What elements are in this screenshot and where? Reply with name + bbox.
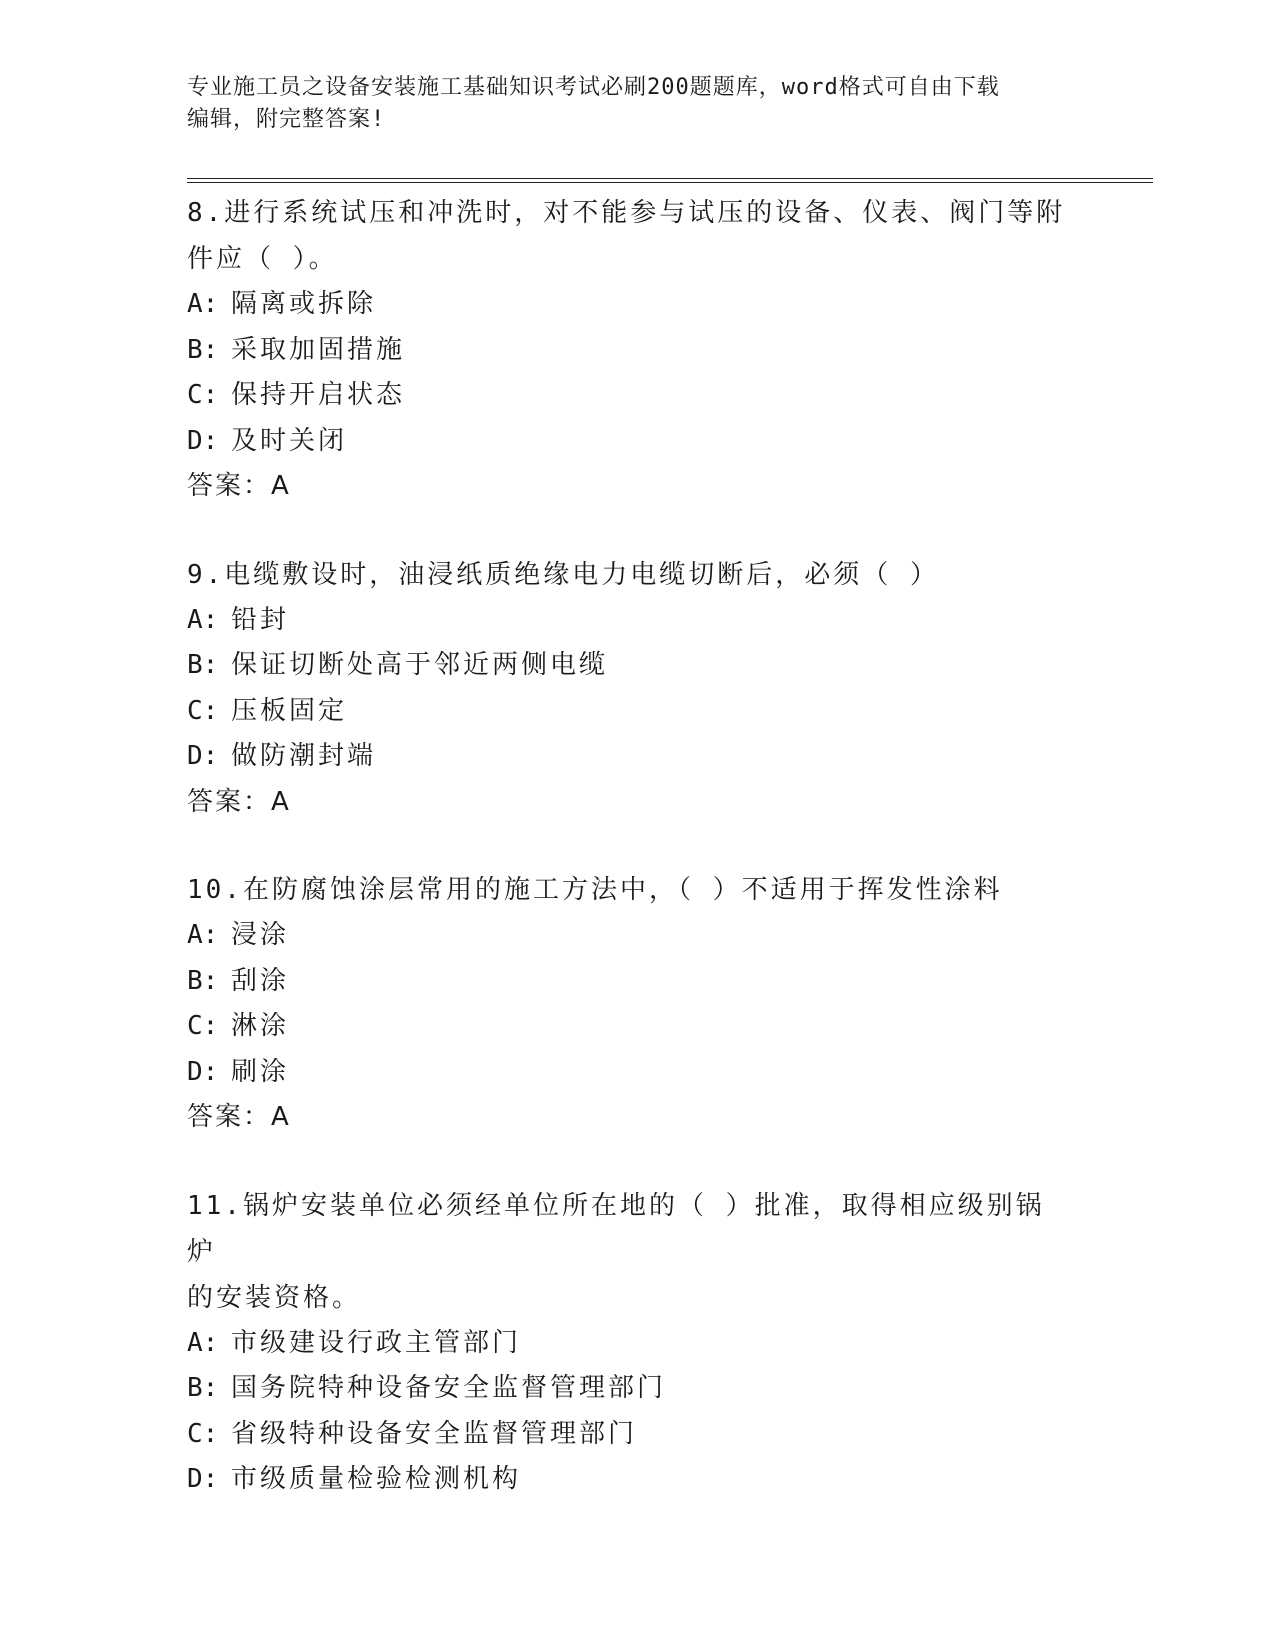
question-11 (187, 1183, 1067, 1503)
option-a (187, 913, 1067, 959)
option-letter: A: (187, 289, 219, 319)
header-line-2: 编辑，附完整答案! (187, 107, 386, 132)
option-d (187, 1457, 1067, 1503)
document-header (187, 72, 1067, 136)
option-text: 铅封 (231, 604, 290, 635)
option-b (187, 1366, 1067, 1412)
option-c (187, 689, 1067, 735)
option-d (187, 1050, 1067, 1096)
option-letter: C: (187, 1418, 219, 1449)
option-text: 隔离或拆除 (231, 289, 377, 319)
option-letter: D: (187, 1056, 219, 1087)
question-text: 10.在防腐蚀涂层常用的施工方法中，（ ）不适用于挥发性涂料 (187, 875, 1003, 905)
option-c (187, 373, 1067, 419)
option-letter: A: (187, 604, 219, 635)
option-text: 省级特种设备安全监督管理部门 (231, 1418, 638, 1449)
option-text: 及时关闭 (231, 425, 348, 456)
option-text: 保证切断处高于邻近两侧电缆 (231, 650, 609, 680)
header-line-1: 专业施工员之设备安装施工基础知识考试必刷200题题库，word格式可自由下载 (187, 75, 1000, 100)
option-a (187, 598, 1067, 644)
option-a (187, 1321, 1067, 1367)
option-letter: A: (187, 1327, 219, 1358)
question-8 (187, 190, 1067, 510)
option-letter: C: (187, 380, 219, 410)
option-d (187, 419, 1067, 465)
question-list (187, 190, 1067, 1545)
option-letter: D: (187, 1464, 219, 1494)
option-b (187, 643, 1067, 689)
answer-line: 答案：A (187, 471, 291, 501)
question-10 (187, 867, 1067, 1141)
answer-line: 答案：A (187, 786, 291, 817)
option-letter: B: (187, 1373, 219, 1403)
option-text: 刷涂 (231, 1056, 290, 1087)
option-letter: A: (187, 920, 219, 950)
option-a (187, 282, 1067, 328)
option-text: 浸涂 (231, 920, 290, 950)
option-text: 市级质量检验检测机构 (231, 1464, 522, 1494)
option-letter: B: (187, 334, 219, 365)
question-text: 9.电缆敷设时，油浸纸质绝缘电力电缆切断后，必须（ ） (187, 559, 939, 590)
option-c (187, 1004, 1067, 1050)
option-text: 淋涂 (231, 1011, 290, 1041)
option-text: 国务院特种设备安全监督管理部门 (231, 1373, 667, 1403)
option-letter: D: (187, 425, 219, 456)
question-text-continued: 的安装资格。 (187, 1282, 362, 1313)
header-divider-bottom (187, 182, 1153, 183)
option-text: 压板固定 (231, 695, 348, 726)
question-text-continued: 件应（ ）。 (187, 244, 338, 274)
option-text: 市级建设行政主管部门 (231, 1327, 522, 1358)
answer-line: 答案：A (187, 1102, 291, 1132)
option-letter: C: (187, 1011, 219, 1041)
option-b (187, 959, 1067, 1005)
option-letter: D: (187, 741, 219, 771)
question-text: 8.进行系统试压和冲洗时，对不能参与试压的设备、仪表、阀门等附 (187, 198, 1066, 228)
option-d (187, 734, 1067, 780)
question-text: 11.锅炉安装单位必须经单位所在地的（ ）批准，取得相应级别锅炉 (187, 1190, 1045, 1267)
option-text: 保持开启状态 (231, 380, 406, 410)
question-9 (187, 552, 1067, 826)
option-text: 做防潮封端 (231, 741, 377, 771)
option-c (187, 1412, 1067, 1458)
option-letter: B: (187, 965, 219, 996)
option-text: 采取加固措施 (231, 334, 406, 365)
option-text: 刮涂 (231, 965, 290, 996)
header-divider-top (187, 178, 1153, 179)
option-letter: B: (187, 650, 219, 680)
option-letter: C: (187, 695, 219, 726)
option-b (187, 328, 1067, 374)
